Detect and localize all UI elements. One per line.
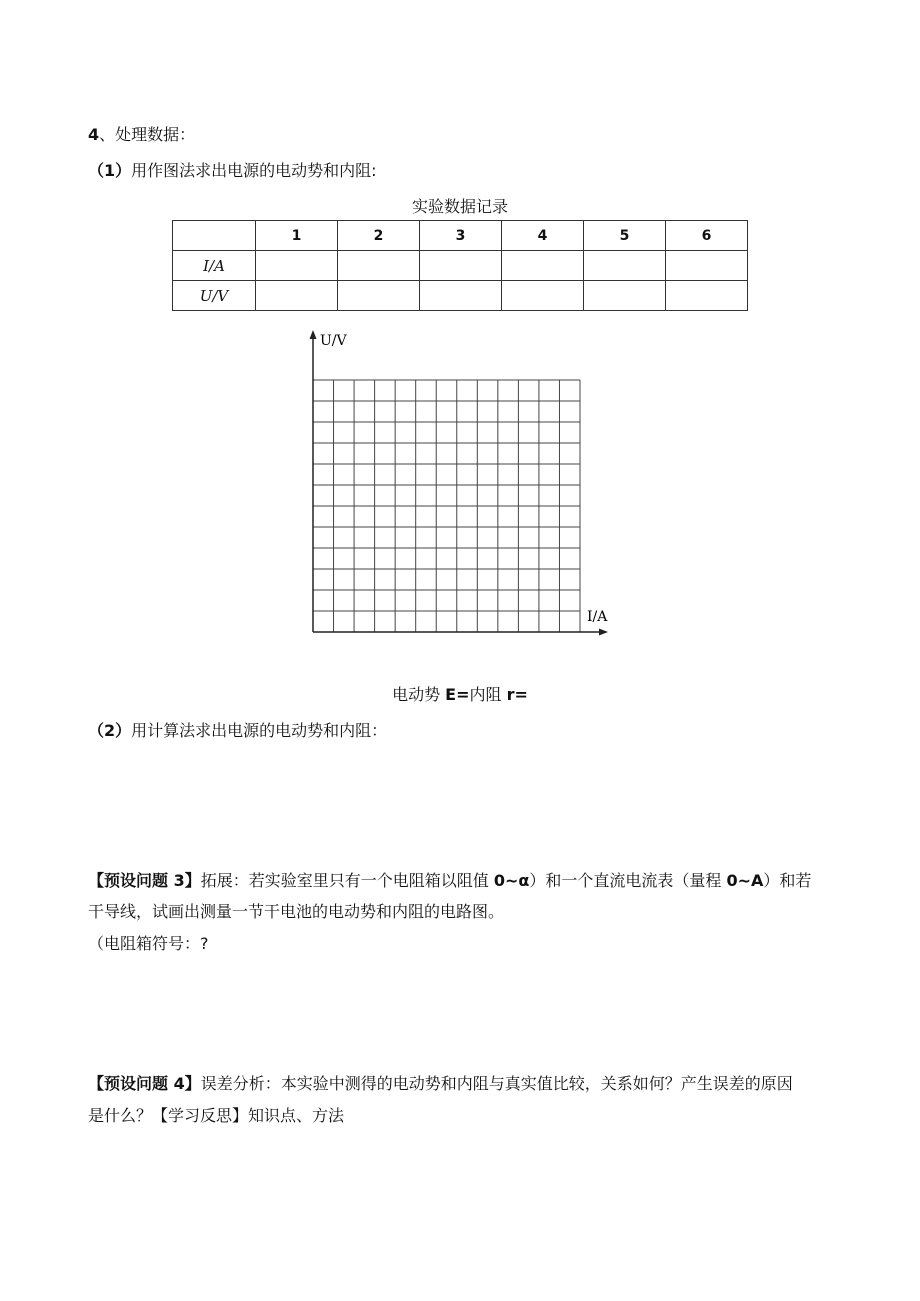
problem-3-range-2: 0~A [726, 871, 764, 890]
table-header-cell: 3 [420, 221, 502, 251]
table-cell-input[interactable] [584, 251, 666, 281]
problem-3-text-3: ）和若 [763, 871, 812, 890]
problem-3-tag-open: 【预设问题 [88, 871, 174, 890]
table-header-row [173, 221, 748, 251]
emf-e: E= [445, 685, 470, 704]
problem-3-tag-close: 】 [184, 871, 201, 890]
row-label-voltage: U/V [173, 281, 256, 311]
y-axis-arrow-icon [310, 330, 317, 339]
table-cell-input[interactable] [338, 281, 420, 311]
grid [313, 380, 580, 632]
question-2-text: 用计算法求出电源的电动势和内阻： [131, 721, 388, 740]
problem-4-text-1: 误差分析：本实验中测得的电动势和内阻与真实值比较，关系如何？产生误差的原因 [200, 1074, 793, 1093]
table-header-cell: 5 [584, 221, 666, 251]
problem-4-tag-number: 4 [173, 1074, 185, 1093]
question-2 [88, 720, 387, 742]
table-cell-input[interactable] [420, 281, 502, 311]
table-cell-input[interactable] [666, 251, 748, 281]
table-cell-input[interactable] [666, 281, 748, 311]
table-cell-input[interactable] [420, 251, 502, 281]
question-1-text: 用作图法求出电源的电动势和内阻: [131, 161, 377, 180]
ui-graph-paper [290, 326, 620, 642]
table-row-current [173, 251, 748, 281]
table-header-cell: 1 [256, 221, 338, 251]
x-axis-arrow-icon [599, 629, 608, 636]
table-header-cell [173, 221, 256, 251]
problem-3-text-2: ）和一个直流电流表（量程 [529, 871, 727, 890]
row-label-current: I/A [173, 251, 256, 281]
table-title: 实验数据记录 [411, 197, 508, 216]
problem-3-range-1: 0~α [493, 871, 530, 890]
table-cell-input[interactable] [502, 251, 584, 281]
problem-4-tag-open: 【预设问题 [88, 1074, 174, 1093]
y-axis-label: U/V [320, 333, 347, 349]
question-1 [88, 160, 377, 182]
problem-3-line-3: （电阻箱符号：? [88, 934, 209, 953]
table-header-cell: 4 [502, 221, 584, 251]
emf-prefix: 电动势 [392, 685, 446, 704]
problem-3-line-1 [88, 870, 811, 892]
emf-r: r= [506, 685, 528, 704]
problem-4-line-1 [88, 1073, 793, 1095]
emf-mid: 内阻 [469, 685, 507, 704]
section-title: 、处理数据： [99, 125, 196, 144]
problem-3-tag-number: 3 [173, 871, 185, 890]
problem-4-line-2: 是什么？【学习反思】知识点、方法 [88, 1106, 345, 1125]
table-cell-input[interactable] [256, 251, 338, 281]
table-cell-input[interactable] [584, 281, 666, 311]
section-number: 4 [88, 125, 100, 144]
data-table [172, 220, 748, 311]
question-2-number: （2） [88, 721, 132, 740]
problem-3-line-2: 干导线，试画出测量一节干电池的电动势和内阻的电路图。 [88, 902, 505, 921]
table-header-cell: 2 [338, 221, 420, 251]
table-cell-input[interactable] [502, 281, 584, 311]
question-1-number: （1） [88, 161, 132, 180]
table-row-voltage [173, 281, 748, 311]
problem-3-text-1: 拓展：若实验室里只有一个电阻箱以阻值 [200, 871, 494, 890]
table-cell-input[interactable] [256, 281, 338, 311]
section-heading [88, 124, 195, 146]
x-axis-label: I/A [587, 609, 608, 625]
table-header-cell: 6 [666, 221, 748, 251]
emf-answer-line [0, 684, 920, 706]
problem-4-tag-close: 】 [184, 1074, 201, 1093]
table-cell-input[interactable] [338, 251, 420, 281]
